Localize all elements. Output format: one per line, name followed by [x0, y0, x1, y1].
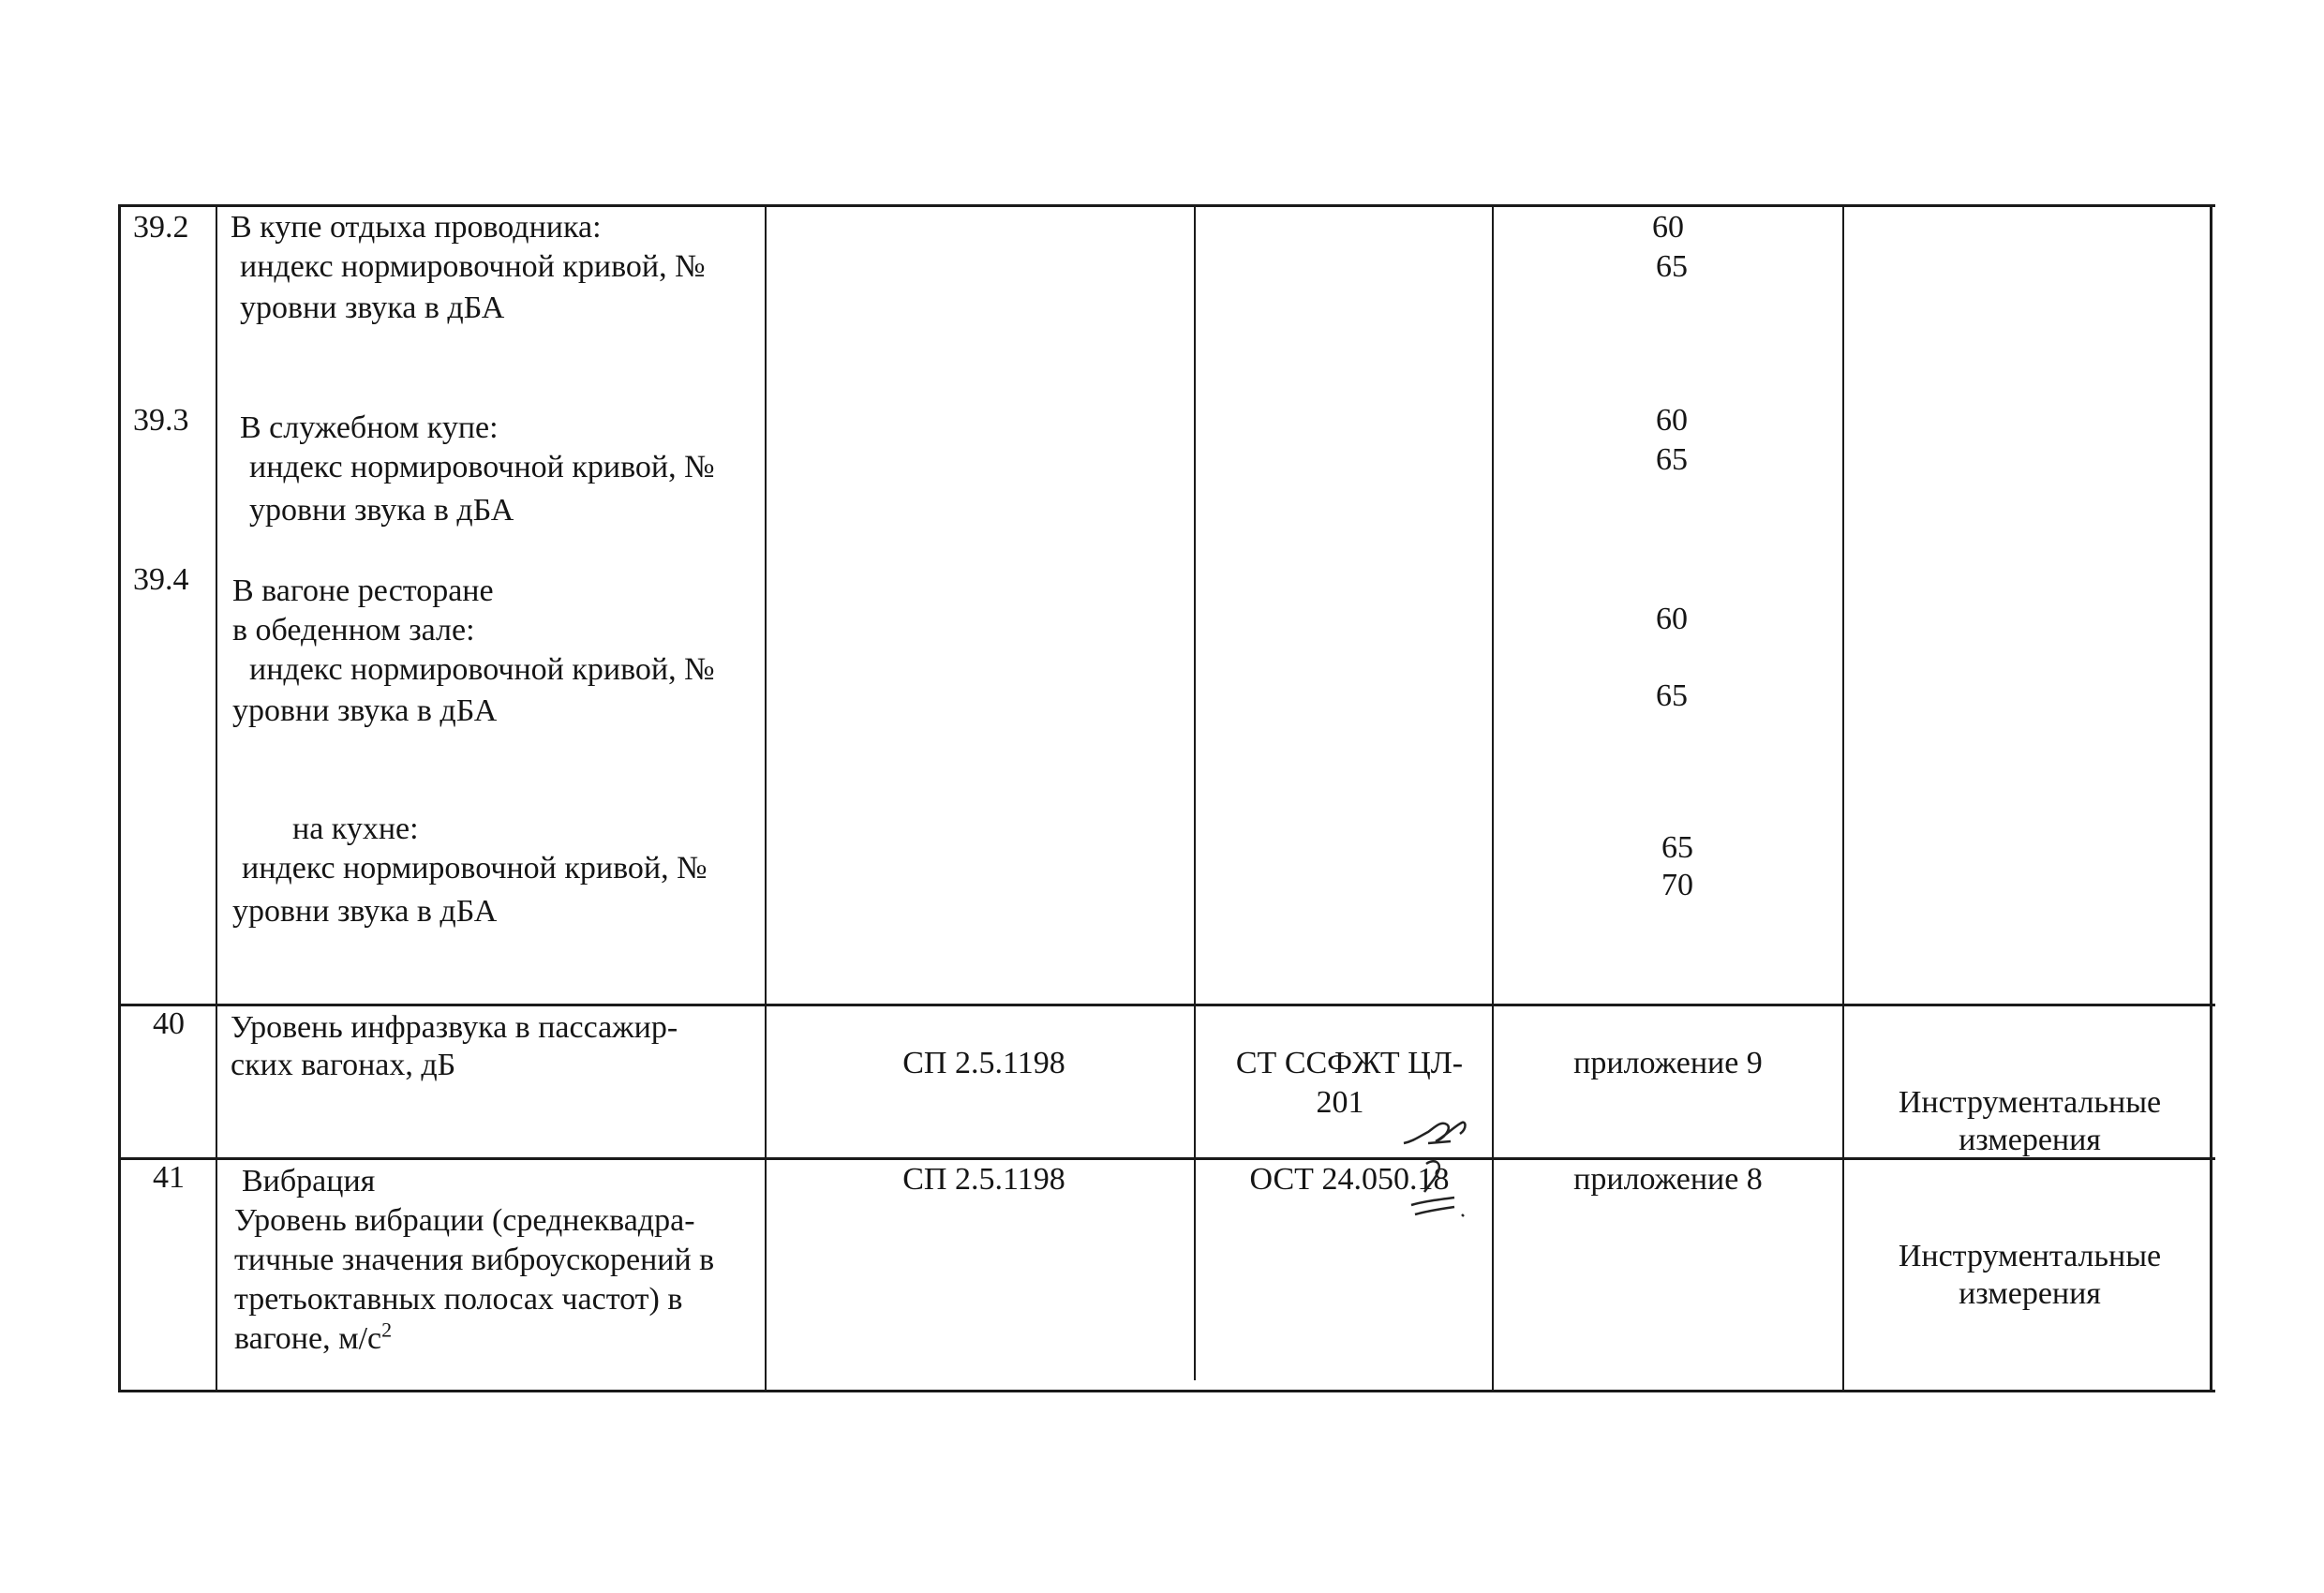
- col-border-method: [1492, 204, 1494, 1392]
- method-doc: ОСТ 24.050.18: [1249, 1162, 1450, 1197]
- table-bottom-border: [118, 1390, 2215, 1392]
- row-line-level: уровни звука в дБА: [232, 693, 498, 728]
- kitchen-title: на кухне:: [292, 811, 419, 846]
- row-description-line2: ских вагонах, дБ: [231, 1048, 456, 1082]
- col-border-desc: [765, 204, 767, 1392]
- handwritten-mark: [1400, 1113, 1475, 1160]
- kitchen-line-index: индекс нормировочной кривой, №: [242, 851, 708, 886]
- handwritten-mark: [1406, 1158, 1471, 1224]
- row-line-index: индекс нормировочной кривой, №: [240, 249, 706, 284]
- norm-reference: приложение 9: [1573, 1046, 1763, 1080]
- col-border-norm: [1842, 204, 1844, 1392]
- row-description-line3: тичные значения виброускорений в: [234, 1243, 715, 1277]
- row-title: В купе отдыха проводника:: [231, 210, 602, 245]
- table-top-border: [118, 204, 2215, 207]
- row-title: В служебном купе:: [240, 410, 499, 445]
- col-border-doc: [1194, 204, 1196, 1380]
- control-method-line2: измерения: [1959, 1276, 2101, 1311]
- norm-value-index: 60: [1656, 403, 1688, 438]
- row-line-level: уровни звука в дБА: [240, 290, 505, 325]
- row-description-line5: вагоне, $м/с^2$: [234, 1318, 393, 1356]
- col-border-num: [216, 204, 217, 1392]
- row-line-index: индекс нормировочной кривой, №: [249, 652, 715, 687]
- regulation-doc: СП 2.5.1198: [902, 1162, 1065, 1197]
- row-divider-40: [118, 1004, 2215, 1006]
- row-line-level: уровни звука в дБА: [249, 493, 514, 528]
- norm-value-index: 60: [1652, 210, 1684, 245]
- row-description-line1: Вибрация: [242, 1164, 376, 1198]
- norm-reference: приложение 8: [1573, 1162, 1763, 1197]
- kitchen-value-level: 70: [1661, 868, 1693, 902]
- kitchen-value-index: 65: [1661, 830, 1693, 865]
- norm-value-level: 65: [1656, 442, 1688, 477]
- control-method-line1: Инструментальные: [1898, 1085, 2162, 1120]
- norm-value-index: 60: [1656, 602, 1688, 636]
- row-title: В вагоне ресторане: [232, 573, 494, 608]
- row-description-line1: Уровень инфразвука в пассажир-: [231, 1010, 678, 1045]
- row-number: 39.2: [133, 210, 189, 245]
- method-doc-line1: СТ ССФЖТ ЦЛ-: [1235, 1046, 1464, 1080]
- row-subtitle: в обеденном зале:: [232, 613, 475, 648]
- method-doc-line2: 201: [1316, 1085, 1364, 1120]
- row-number: 40: [153, 1006, 185, 1041]
- col-border-right: [2210, 204, 2212, 1392]
- control-method-line1: Инструментальные: [1898, 1239, 2162, 1273]
- row-line-index: индекс нормировочной кривой, №: [249, 450, 715, 484]
- row-number: 39.4: [133, 562, 189, 597]
- norm-value-level: 65: [1656, 249, 1688, 284]
- control-method-line2: измерения: [1959, 1123, 2101, 1157]
- row-number: 39.3: [133, 403, 189, 438]
- regulation-doc: СП 2.5.1198: [902, 1046, 1065, 1080]
- col-border-left: [118, 204, 121, 1392]
- superscript: 2: [381, 1318, 393, 1342]
- norm-value-level: 65: [1656, 678, 1688, 713]
- kitchen-line-level: уровни звука в дБА: [232, 894, 498, 929]
- row-description-line2: Уровень вибрации (среднеквадра-: [234, 1203, 695, 1238]
- row-number: 41: [153, 1160, 185, 1195]
- row-description-line4: третьоктавных полосах частот) в: [234, 1282, 683, 1317]
